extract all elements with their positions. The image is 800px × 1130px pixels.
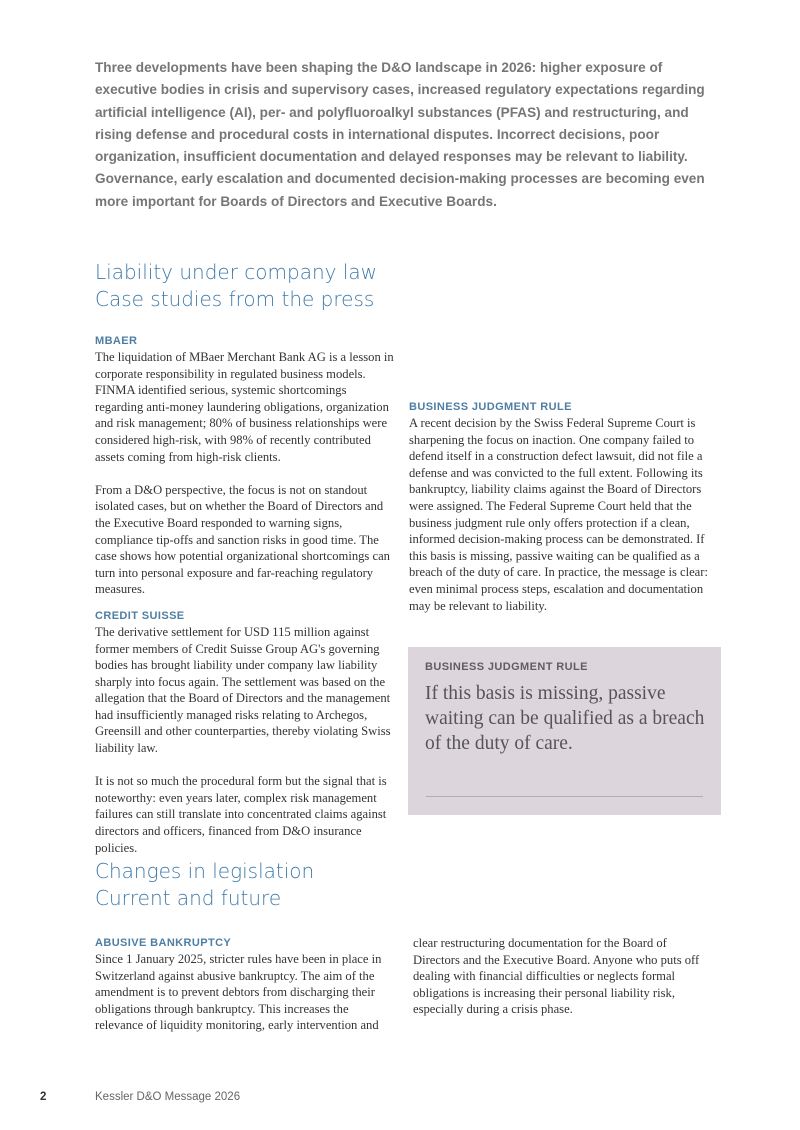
credit-suisse-heading: CREDIT SUISSE	[95, 609, 185, 622]
section1-left-column	[95, 333, 395, 855]
pull-quote-heading: BUSINESS JUDGMENT RULE	[425, 661, 588, 673]
mbaer-paragraph-1: The liquidation of MBaer Merchant Bank AG is a lesson in corporate responsibility in regulated business models. FINMA identified serious, systemic shortcomings regarding anti-money laundering obligations, organization and risk management; 80% of business relationships were considered high-risk, with 98% of recently contributed assets coming from high-risk clients.	[95, 350, 394, 464]
intro-paragraph: Three developments have been shaping the D&O landscape in 2026: higher exposure of executive bodies in crisis and supervisory cases, increased regulatory expectations regarding artificial intelligence (AI), per- and polyfluoroalkyl substances (PFAS) and restructuring, and rising defense and procedural costs in international disputes. Incorrect decisions, poor organization, insufficient documentation and delayed responses may be relevant to liability. Governance, early escalation and documented decision-making processes are becoming even more important for Boards of Directors and Executive Boards.	[95, 60, 705, 209]
section-title-liability	[95, 259, 595, 313]
pull-quote-divider	[426, 796, 703, 797]
business-judgment-rule-paragraph: A recent decision by the Swiss Federal Supreme Court is sharpening the focus on inaction. One company failed to defend itself in a construction defect lawsuit, did not file a defense and was convicted to the full extent. Following its bankruptcy, liability claims against the Board of Directors were assigned. The Federal Supreme Court held that the business judgment rule only offers protection if a clean, informed decision-making process can be demonstrated. If this basis is missing, passive waiting can be qualified as a breach of the duty of care. In practice, the message is clear: even minimal process steps, escalation and documentation may be relevant to liability.	[409, 416, 708, 613]
pull-quote-box	[408, 647, 721, 815]
credit-suisse-paragraph-2: It is not so much the procedural form but the signal that is noteworthy: even years later, complex risk management failures can still translate into concentrated claims against directors and officers, financed from D&O insurance policies.	[95, 774, 387, 855]
abusive-bankruptcy-paragraph: Since 1 January 2025, stricter rules have been in place in Switzerland against abusive bankruptcy. The aim of the amendment is to prevent debtors from discharging their obligations through bankruptcy. This increases the relevance of liquidity monitoring, early intervention and clear restructuring documentation for the Board of Directors and the Executive Board. Anyone who puts off dealing with financial difficulties or neglects formal obligations is increasing their personal liability risk, especially during a crisis phase.	[95, 936, 700, 1033]
section1-right-column	[409, 349, 713, 614]
abusive-bankruptcy-heading: ABUSIVE BANKRUPTCY	[95, 937, 232, 949]
section-title-legislation	[95, 858, 595, 912]
section-title-line1: Liability under company law	[95, 260, 377, 284]
section-title-line2: Case studies from the press	[95, 287, 375, 311]
mbaer-heading: MBAER	[95, 335, 138, 347]
section-title-line2: Current and future	[95, 886, 282, 910]
section-title-line1: Changes in legislation	[95, 859, 315, 883]
page-number: 2	[40, 1091, 47, 1103]
section2-columns	[95, 935, 713, 1055]
mbaer-paragraph-2: From a D&O perspective, the focus is not on standout isolated cases, but on whether the Board of Directors and the Executive Board responded to warning signs, compliance tip-offs and sanction risks in good time. The case shows how potential organizational shortcomings can turn into personal exposure and far-reaching regulatory measures.	[95, 482, 390, 597]
publication-name: Kessler D&O Message 2026	[95, 1091, 241, 1103]
pull-quote-text: If this basis is missing, passive waiting can be qualified as a breach of the duty of care.	[425, 683, 705, 754]
credit-suisse-paragraph-1: The derivative settlement for USD 115 million against former members of Credit Suisse Group AG's governing bodies has brought liability under company law liability sharply into focus again. The settlement was based on the allegation that the Board of Directors and the management had insufficiently managed risks relating to Archegos, Greensill and other counterparties, thereby violating Swiss liability law.	[95, 624, 391, 756]
column-continuation-spacer	[409, 349, 713, 399]
business-judgment-rule-heading: BUSINESS JUDGMENT RULE	[409, 401, 572, 413]
